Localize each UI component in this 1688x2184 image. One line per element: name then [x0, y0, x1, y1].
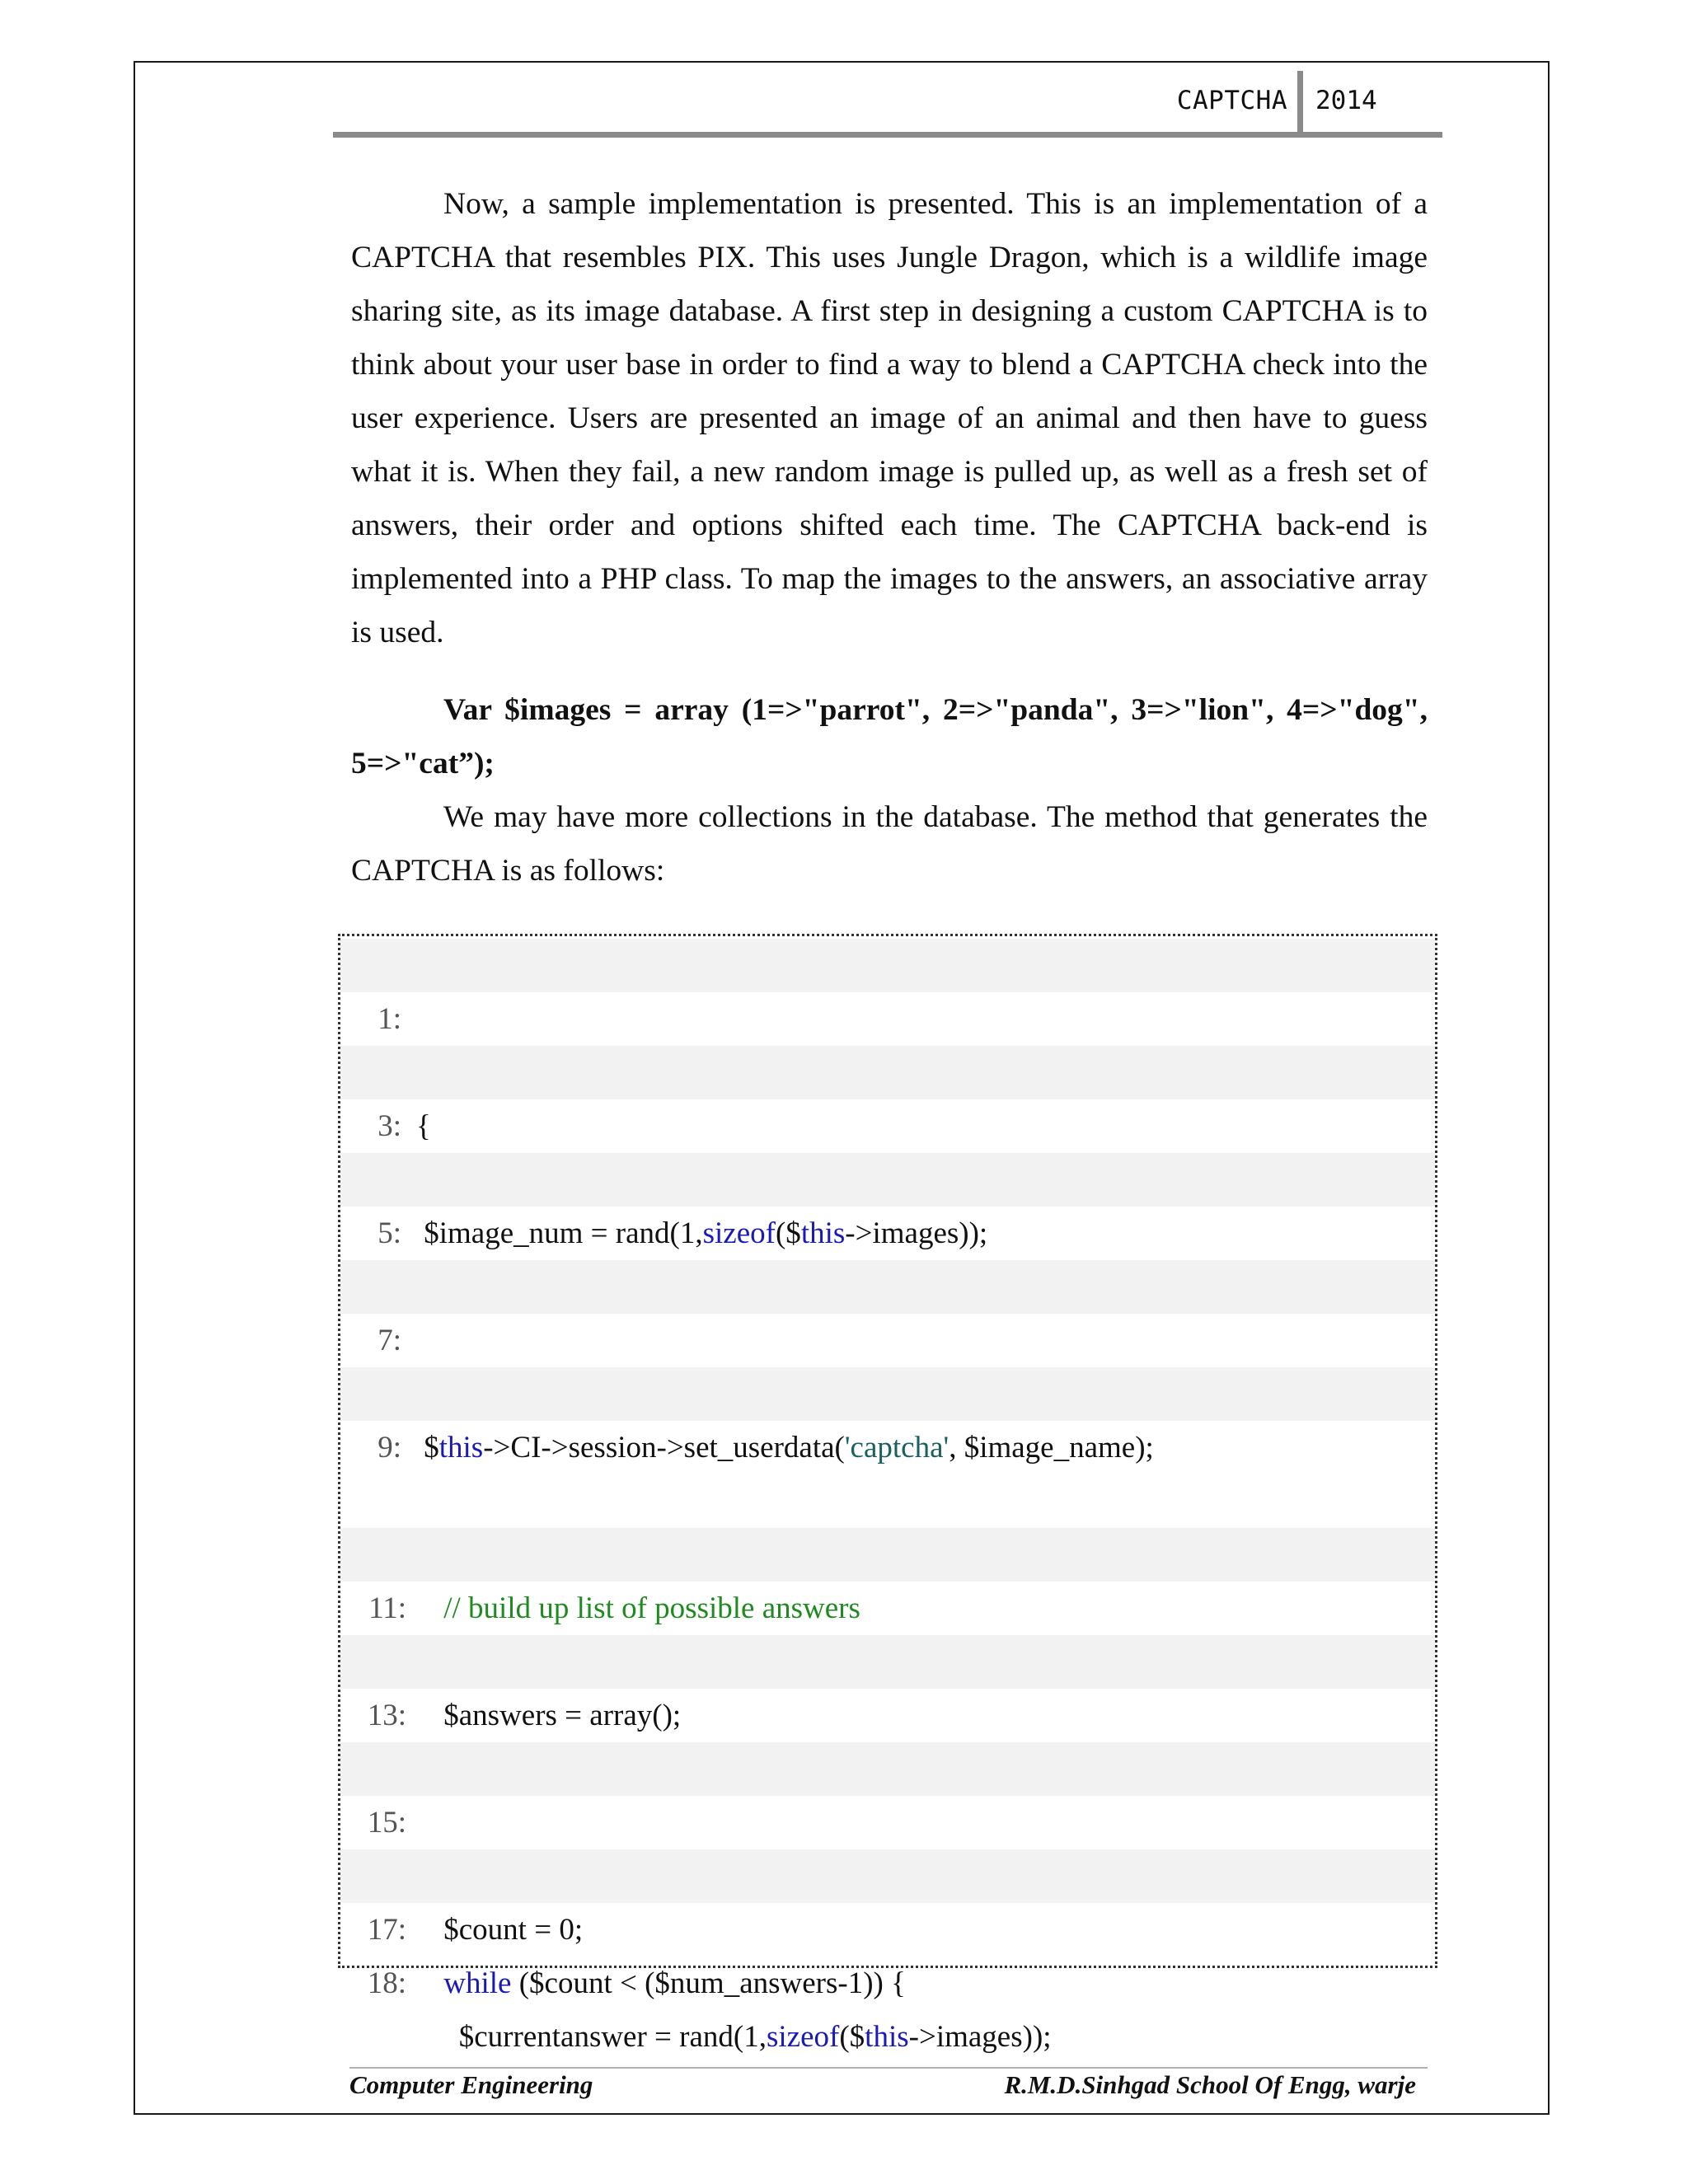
- code-segment: , $image_name);: [949, 1431, 1154, 1465]
- code-comment: // build up list of possible answers: [436, 1591, 860, 1625]
- code-line: [340, 1099, 1435, 1250]
- footer-department: Computer Engineering: [349, 2070, 593, 2099]
- intro-paragraph: Now, a sample implementation is presented. This is an implementation of a CAPTCHA that resembles PIX. This uses Jungle Dragon, which is a wildlife image sharing site, as its image database. A first step in designing a custom CAPTCHA is to think about your user base in order to find a way to blend a CAPTCHA check into the user experience. Users are presented an image of an animal and then have to guess what it is. When they fail, a new random image is pulled up, as well as a fresh set of answers, their order and options shifted each time. The CAPTCHA back-end is implemented into a PHP class. To map the images to the answers, an associative array is used.: [351, 187, 1428, 649]
- code-line: [340, 1742, 1435, 1840]
- code-text: [436, 2010, 1052, 2064]
- code-keyword: sizeof: [702, 1216, 776, 1250]
- code-segment: ($: [839, 2020, 865, 2054]
- line-number: 11:: [368, 1591, 406, 1625]
- code-segment: ->images));: [908, 2020, 1052, 2054]
- code-keyword: this: [800, 1216, 846, 1250]
- line-number: 3:: [377, 1109, 401, 1143]
- code-text: {: [416, 1109, 431, 1143]
- code-segment: ($: [775, 1216, 801, 1250]
- code-text: $count = 0;: [436, 1913, 584, 1947]
- method-intro-paragraph: We may have more collections in the database. The method that generates the CAPTCHA is as follows:: [351, 800, 1428, 888]
- footer-rule: [349, 2067, 1428, 2069]
- header-title: CAPTCHA: [1176, 86, 1287, 115]
- code-segment: [436, 1966, 443, 2000]
- main-content: [351, 177, 1428, 898]
- header-year: 2014: [1315, 86, 1377, 115]
- line-number: 1:: [377, 1002, 401, 1036]
- line-number: 17:: [367, 1913, 406, 1947]
- line-number: 18:: [367, 1966, 406, 2000]
- footer-institution: R.M.D.Sinhgad School Of Engg, warje: [1004, 2070, 1416, 2099]
- code-segment: $image_num = rand(1,: [416, 1216, 703, 1250]
- code-text: $answers = array();: [436, 1699, 682, 1732]
- line-number: 13:: [367, 1699, 406, 1732]
- code-keyword: sizeof: [766, 2020, 840, 2054]
- code-segment: $: [416, 1431, 439, 1465]
- code-line: [340, 1689, 1435, 1742]
- code-segment: ($count < ($num_answers-1)) {: [511, 1966, 906, 2000]
- line-number: 9:: [377, 1431, 401, 1465]
- code-spacer: [340, 1421, 1435, 1474]
- header-separator: [1297, 71, 1303, 132]
- code-text: [436, 1957, 906, 2010]
- code-listing: [338, 934, 1437, 2054]
- code-keyword: while: [443, 1966, 512, 2000]
- code-line: [340, 1207, 1435, 1260]
- images-array-statement: Var $images = array (1=>"parrot", 2=>"panda", 3=>"lion", 4=>"dog", 5=>"cat”);: [351, 693, 1428, 780]
- line-number: 15:: [367, 1806, 406, 1840]
- code-line: [340, 1314, 1435, 1465]
- code-line: [340, 939, 1435, 1036]
- line-number: 7:: [377, 1324, 401, 1357]
- code-segment: ->images));: [845, 1216, 988, 1250]
- code-keyword: this: [865, 2020, 909, 2054]
- code-string: 'captcha': [844, 1431, 950, 1465]
- code-segment: ->CI->session->set_userdata(: [483, 1431, 845, 1465]
- code-keyword: this: [438, 1431, 484, 1465]
- page-header: [333, 71, 1442, 138]
- line-number: 5:: [377, 1216, 401, 1250]
- code-segment: $currentanswer = rand(1,: [436, 2020, 767, 2054]
- code-line: [340, 1260, 1435, 1357]
- code-line: [340, 1046, 1435, 1143]
- code-line: [340, 992, 1435, 1143]
